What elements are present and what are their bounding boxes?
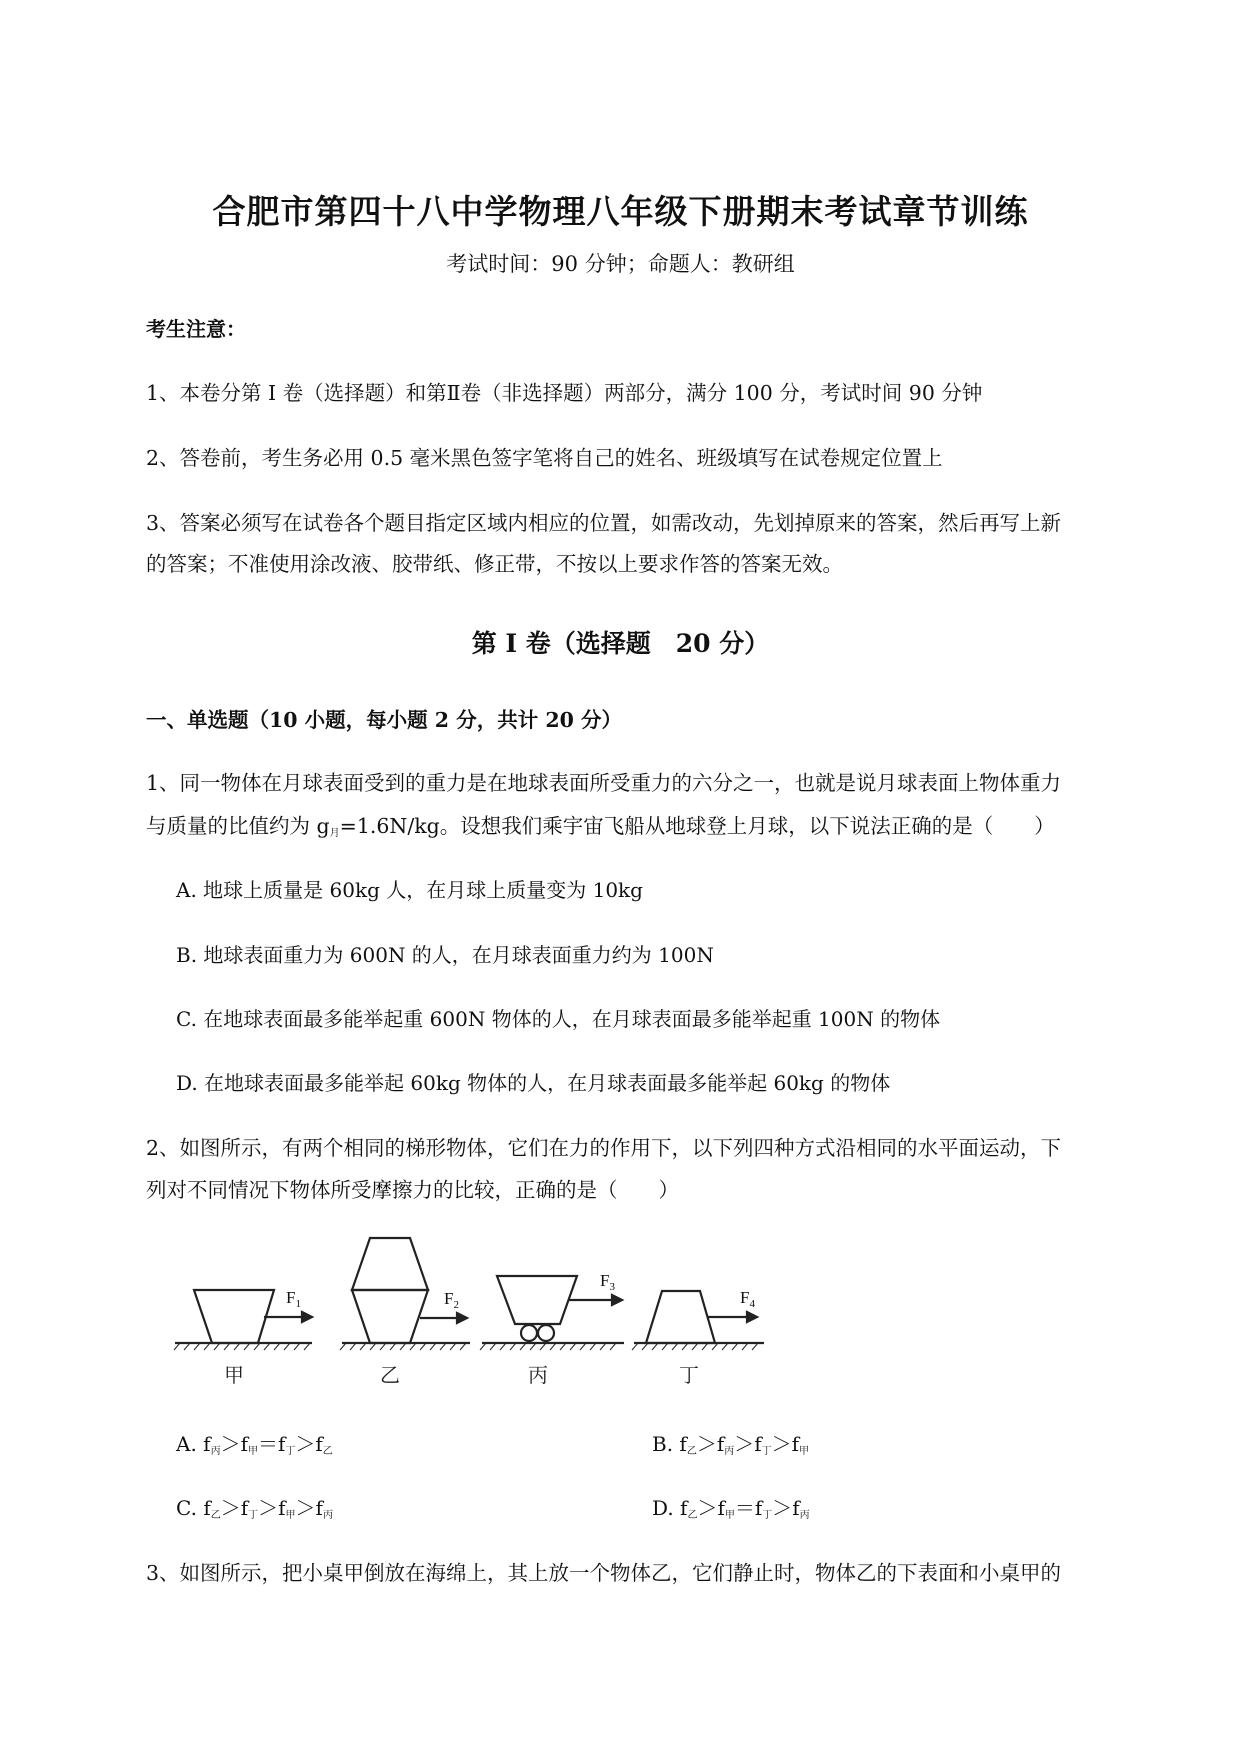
- notice-item: 3、答案必须写在试卷各个题目指定区域内相应的位置，如需改动，先划掉原来的答案，然后再写上新: [146, 511, 1062, 535]
- figure-label-ding: 丁: [679, 1363, 699, 1387]
- figure-label-jia: 甲: [224, 1363, 244, 1387]
- question-2-text-cont: 列对不同情况下物体所受摩擦力的比较，正确的是（ ）: [146, 1178, 679, 1202]
- notice-item: 2、答卷前，考生务必用 0.5 毫米黑色签字笔将自己的姓名、班级填写在试卷规定位置上: [146, 446, 943, 470]
- question-1-option-b: B. 地球表面重力为 600N 的人，在月球表面重力约为 100N: [176, 943, 714, 967]
- question-1-option-a: A. 地球上质量是 60kg 人，在月球上质量变为 10kg: [176, 878, 643, 902]
- page-title: 合肥市第四十八中学物理八年级下册期末考试章节训练: [212, 192, 1029, 231]
- question-2-option-d: D. $f_乙>f_甲=f_丁>f_丙$: [652, 1496, 810, 1521]
- figure-label-yi: 乙: [380, 1363, 400, 1387]
- force-label-2: $F_2$: [444, 1289, 459, 1311]
- question-1-option-d: D. 在地球表面最多能举起 60kg 物体的人，在月球表面最多能举起 60kg 的物体: [176, 1071, 891, 1095]
- question-1-text: 1、同一物体在月球表面受到的重力是在地球表面所受重力的六分之一，也就是说月球表面上物体重力: [146, 771, 1062, 795]
- question-3-text: 3、如图所示，把小桌甲倒放在海绵上，其上放一个物体乙，它们静止时，物体乙的下表面和小桌甲的: [146, 1561, 1062, 1585]
- section-subtitle: 一、单选题（10 小题，每小题 2 分，共计 20 分）: [146, 708, 623, 732]
- exam-info: 考试时间：90 分钟；命题人：教研组: [446, 252, 795, 276]
- question-1-option-c: C. 在地球表面最多能举起重 600N 物体的人，在月球表面最多能举起重 100N 的物体: [176, 1007, 941, 1031]
- notice-item: 1、本卷分第 I 卷（选择题）和第Ⅱ卷（非选择题）两部分，满分 100 分，考试时间 90 分钟: [146, 381, 983, 405]
- force-label-4: $F_4$: [740, 1288, 755, 1310]
- force-label-3: $F_3$: [600, 1271, 615, 1293]
- friction-figure: [172, 1225, 772, 1395]
- figure-label-bing: 丙: [528, 1363, 548, 1387]
- question-2-text: 2、如图所示，有两个相同的梯形物体，它们在力的作用下，以下列四种方式沿相同的水平面运动，下: [146, 1136, 1062, 1160]
- question-1-text-cont: 与质量的比值约为 $g_月=1.6N/kg$。设想我们乘宇宙飞船从地球登上月球，以下说法正确的是（ ）: [146, 814, 1055, 839]
- notice-heading: 考生注意：: [146, 317, 246, 341]
- force-label-1: $F_1$: [286, 1288, 301, 1310]
- question-2-option-b: B. $f_乙>f_丙>f_丁>f_甲$: [652, 1432, 810, 1457]
- question-2-option-c: C. $f_乙>f_丁>f_甲>f_丙$: [176, 1496, 333, 1521]
- section-title: 第 I 卷（选择题 20 分）: [471, 629, 770, 658]
- question-2-option-a: A. $f_丙>f_甲=f_丁>f_乙$: [176, 1432, 333, 1457]
- notice-item: 的答案；不准使用涂改液、胶带纸、修正带，不按以上要求作答的答案无效。: [146, 552, 843, 576]
